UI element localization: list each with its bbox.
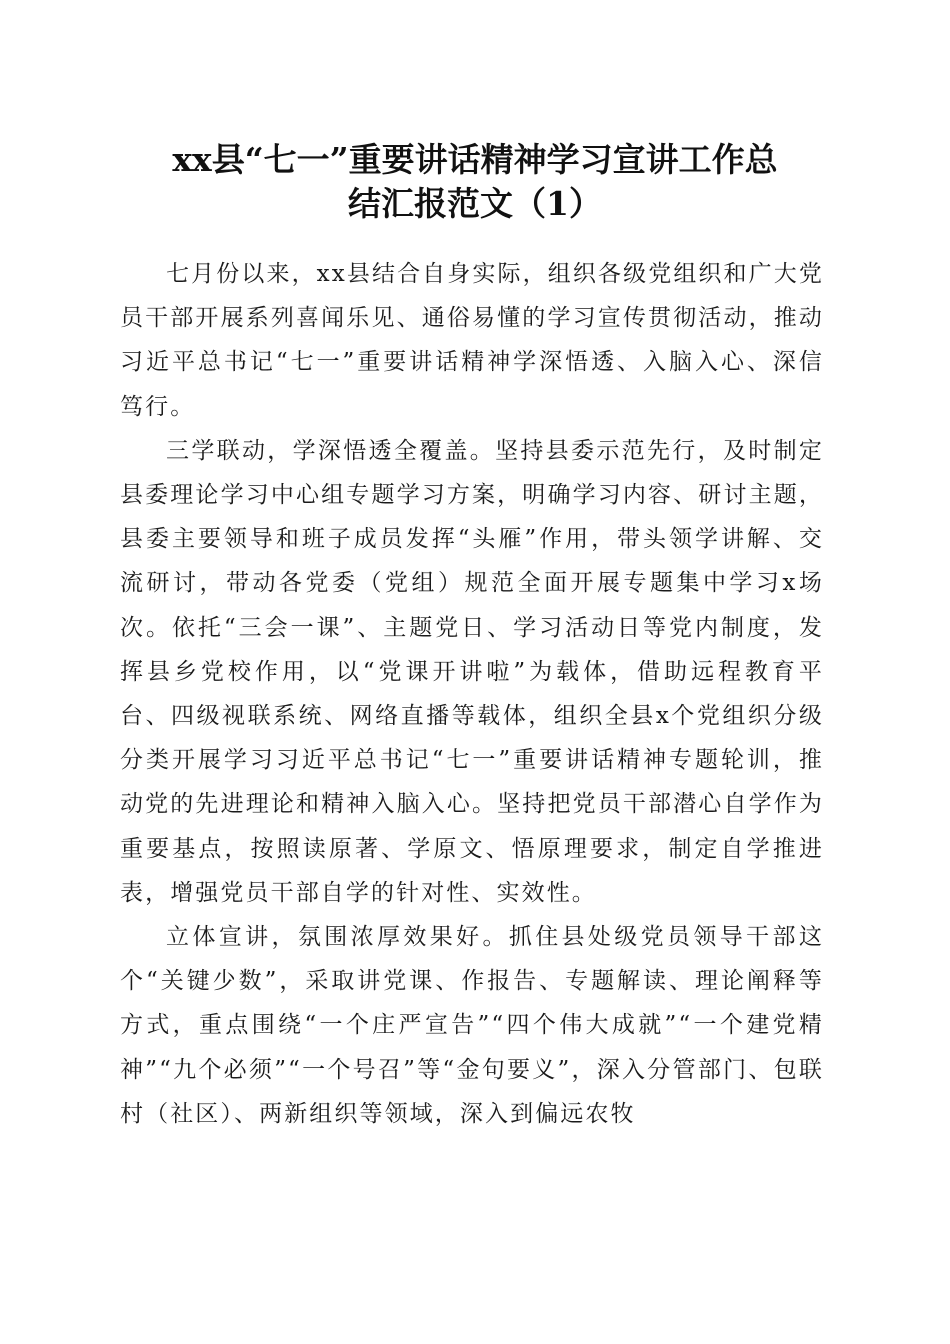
document-body: [120, 252, 824, 1136]
title-line-2: 结汇报范文（1）: [348, 184, 602, 223]
paragraph-intro: 七月份以来，xx县结合自身实际，组织各级党组织和广大党员干部开展系列喜闻乐见、通俗易懂的学习宣传贯彻活动，推动习近平总书记“七一”重要讲话精神学深悟透、入脑入心、深信笃行。: [120, 261, 824, 420]
title-line-1: xx县“七一”重要讲话精神学习宣讲工作总: [172, 140, 778, 179]
document-title: [90, 138, 860, 226]
paragraph-lecture: 立体宣讲，氛围浓厚效果好。抓住县处级党员领导干部这个“关键少数”，采取讲党课、作报告、专题解读、理论阐释等方式，重点围绕“一个庄严宣告”“四个伟大成就”“一个建党精神”“九个必须”“一个号召”等“金句要义”，深入分管部门、包联村（社区）、两新组织等领域，深入到偏远农牧: [120, 924, 824, 1127]
paragraph-study: 三学联动，学深悟透全覆盖。坚持县委示范先行，及时制定县委理论学习中心组专题学习方案，明确学习内容、研讨主题，县委主要领导和班子成员发挥“头雁”作用，带头领学讲解、交流研讨，带动各党委（党组）规范全面开展专题集中学习x场次。依托“三会一课”、主题党日、学习活动日等党内制度，发挥县乡党校作用，以“党课开讲啦”为载体，借助远程教育平台、四级视联系统、网络直播等载体，组织全县x个党组织分级分类开展学习习近平总书记“七一”重要讲话精神专题轮训，推动党的先进理论和精神入脑入心。坚持把党员干部潜心自学作为重要基点，按照读原著、学原文、悟原理要求，制定自学推进表，增强党员干部自学的针对性、实效性。: [120, 437, 824, 906]
